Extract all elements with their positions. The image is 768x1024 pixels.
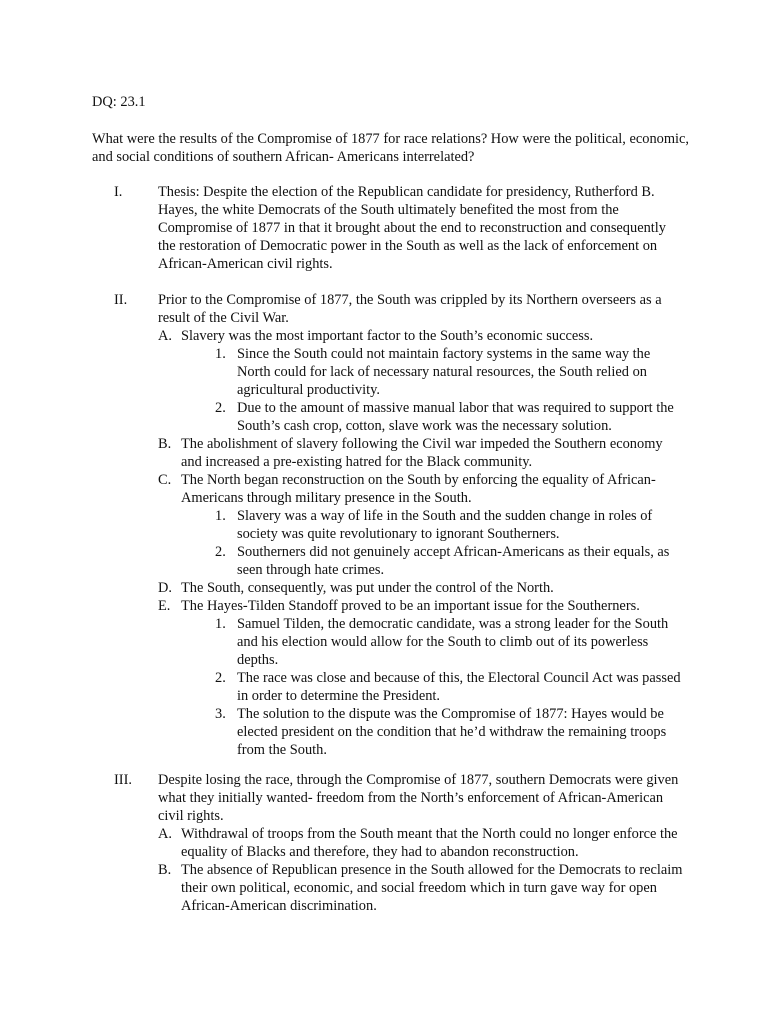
outline-item <box>158 597 684 759</box>
item-letter: E. <box>158 598 171 614</box>
outline-item <box>158 327 684 435</box>
item-letter: B. <box>158 862 172 878</box>
outline-item <box>158 825 684 861</box>
subitem-text: The solution to the dispute was the Compromise of 1877: Hayes would be elected president on the condition that he’d withdraw the remaining troops from the South. <box>237 706 667 758</box>
section-text: Prior to the Compromise of 1877, the South was crippled by its Northern overseers as a result of the Civil War. <box>158 292 662 326</box>
dq-label: DQ: 23.1 <box>92 94 146 110</box>
item-text: The South, consequently, was put under the control of the North. <box>181 580 554 596</box>
subitem-number: 1. <box>215 616 226 632</box>
outline-subitem <box>181 543 684 579</box>
subitem-text: Since the South could not maintain factory systems in the same way the North could for lack of necessary natural resources, the South relied on agricultural productivity. <box>237 346 651 398</box>
item-text: The Hayes-Tilden Standoff proved to be an important issue for the Southerners. <box>181 598 640 614</box>
outline-subitem <box>181 669 684 705</box>
item-text: The North began reconstruction on the South by enforcing the equality of African-Americans through military presence in the South. <box>181 472 656 506</box>
item-letter: B. <box>158 436 172 452</box>
item-text: Slavery was the most important factor to the South’s economic success. <box>181 328 594 344</box>
outline-item <box>158 435 684 471</box>
outline-section-ii <box>92 291 684 759</box>
outline-subitem <box>181 615 684 669</box>
section-numeral: II. <box>114 292 128 308</box>
item-letter: A. <box>158 328 172 344</box>
subitem-text: Slavery was a way of life in the South and the sudden change in roles of society was quite revolutionary to ignorant Southerners. <box>237 508 653 542</box>
section-numeral: I. <box>114 184 123 200</box>
section-text: Despite losing the race, through the Compromise of 1877, southern Democrats were given what they initially wanted- freedom from the North’s enforcement of African-American civil rights. <box>158 772 679 824</box>
item-text: The absence of Republican presence in the South allowed for the Democrats to reclaim their own political, economic, and social freedom which in turn gave way for open African-American discrimination. <box>181 862 683 914</box>
subitem-number: 3. <box>215 706 226 722</box>
subitem-text: Due to the amount of massive manual labor that was required to support the South’s cash crop, cotton, slave work was the necessary solution. <box>237 400 674 434</box>
item-letter: C. <box>158 472 172 488</box>
outline-item <box>158 861 684 915</box>
outline-section-iii <box>92 771 684 915</box>
section-numeral: III. <box>114 772 132 788</box>
item-letter: A. <box>158 826 172 842</box>
discussion-question: What were the results of the Compromise of 1877 for race relations? How were the political, economic, and social conditions of southern African- Americans interrelated? <box>92 131 690 165</box>
outline-item <box>158 471 684 579</box>
outline-subitem <box>181 507 684 543</box>
item-text: Withdrawal of troops from the South meant that the North could no longer enforce the equality of Blacks and therefore, they had to abandon reconstruction. <box>181 826 678 860</box>
item-letter: D. <box>158 580 172 596</box>
subitem-text: Southerners did not genuinely accept African-Americans as their equals, as seen through hate crimes. <box>237 544 670 578</box>
subitem-text: The race was close and because of this, the Electoral Council Act was passed in order to determine the President. <box>237 670 681 704</box>
subitem-text: Samuel Tilden, the democratic candidate, was a strong leader for the South and his election would allow for the South to climb out of its powerless depths. <box>237 616 669 668</box>
subitem-number: 1. <box>215 346 226 362</box>
outline-subitem <box>181 345 684 399</box>
outline-subitem <box>181 399 684 435</box>
subitem-number: 2. <box>215 670 226 686</box>
thesis-text: Thesis: Despite the election of the Republican candidate for presidency, Rutherford B. Hayes, the white Democrats of the South ultimately benefited the most from the Compromise of 1877 in that it brought about the end to reconstruction and consequently the restoration of Democratic power in the South as well as the lack of enforcement on African-American civil rights. <box>158 184 666 272</box>
outline-subitem <box>181 705 684 759</box>
item-text: The abolishment of slavery following the Civil war impeded the Southern economy and increased a pre-existing hatred for the Black community. <box>181 436 663 470</box>
outline-section-i <box>92 183 684 273</box>
subitem-number: 2. <box>215 400 226 416</box>
subitem-number: 1. <box>215 508 226 524</box>
subitem-number: 2. <box>215 544 226 560</box>
outline-item <box>158 579 684 597</box>
